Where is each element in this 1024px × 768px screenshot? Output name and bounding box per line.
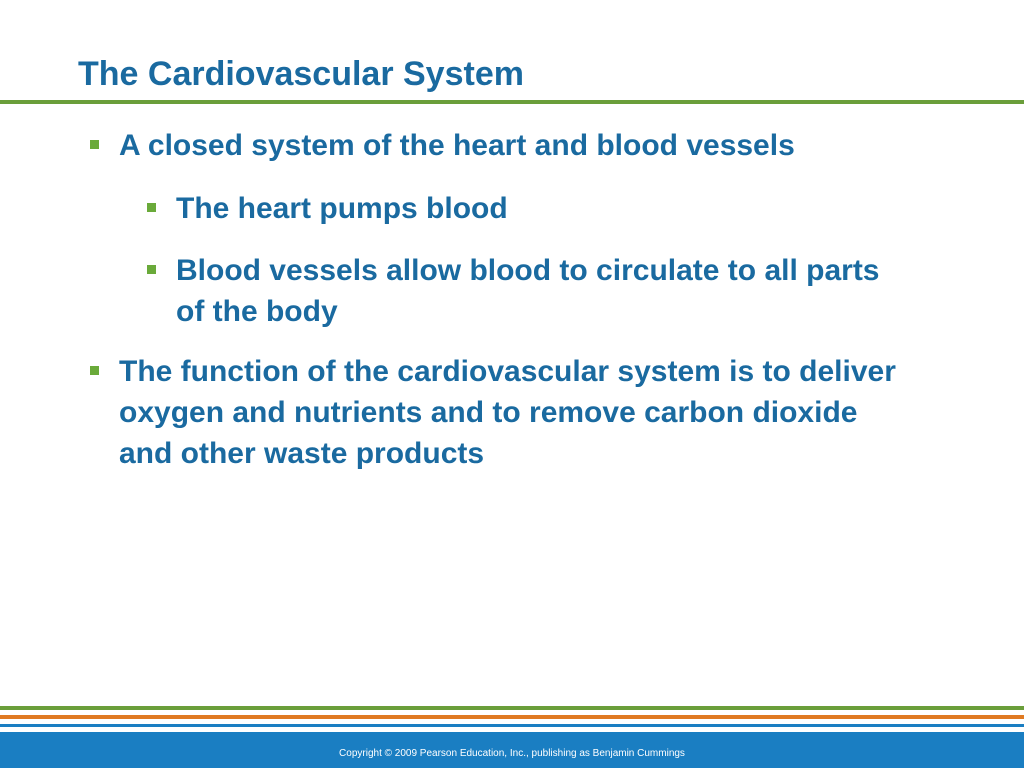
square-bullet-icon [90,140,99,149]
footer-stripe-green [0,706,1024,710]
footer-stripe-blue [0,724,1024,727]
bullet-item [119,351,909,474]
square-bullet-icon [147,203,156,212]
bullet-text: The function of the cardiovascular system is to deliver oxygen and nutrients and to remove carbon dioxide and other waste products [119,355,896,470]
square-bullet-icon [147,265,156,274]
bullet-text: The heart pumps blood [176,192,508,225]
bullet-item [119,125,909,166]
bullet-text: A closed system of the heart and blood vessels [119,129,795,162]
bullet-text: Blood vessels allow blood to circulate to all parts of the body [176,254,880,328]
slide-title: The Cardiovascular System [78,55,524,93]
title-divider [0,100,1024,104]
square-bullet-icon [90,366,99,375]
sub-bullet-item [176,188,906,229]
copyright-text: Copyright © 2009 Pearson Education, Inc., publishing as Benjamin Cummings [339,748,685,759]
footer-stripe-orange [0,715,1024,719]
sub-bullet-item [176,250,906,332]
